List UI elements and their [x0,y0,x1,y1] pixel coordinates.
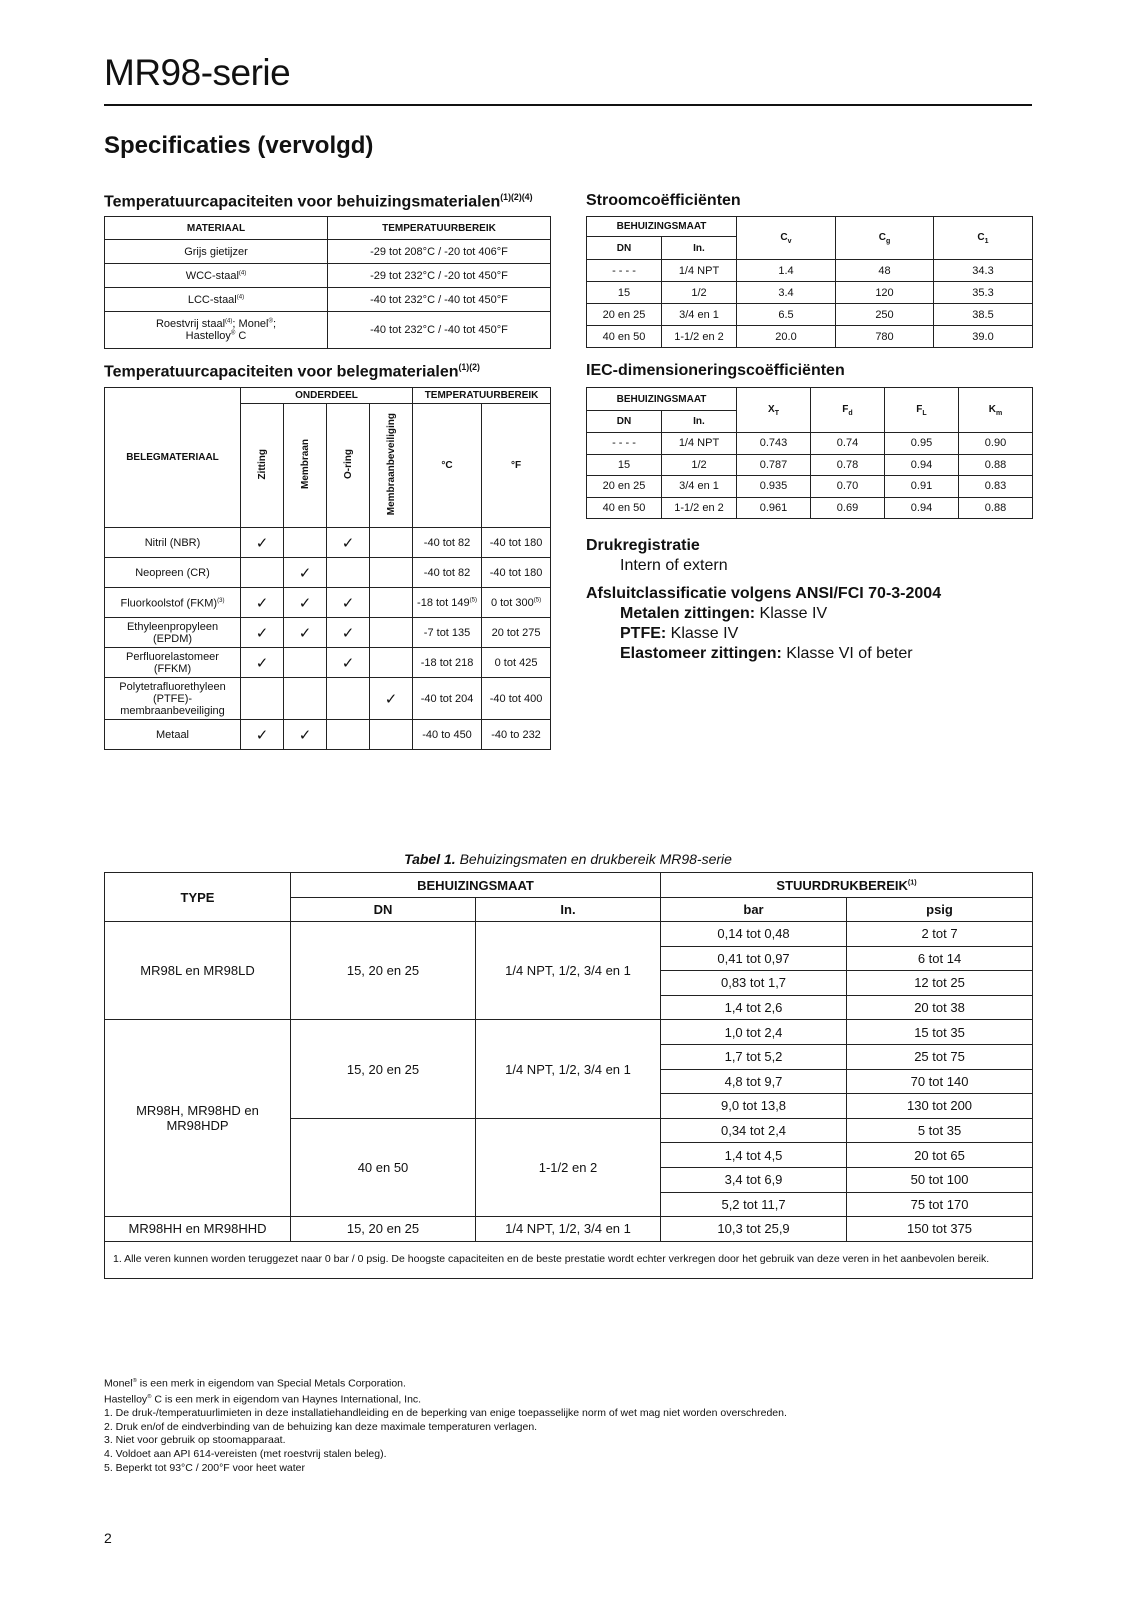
cell-psig: 15 tot 35 [847,1020,1033,1045]
check-icon: ✓ [298,624,312,642]
cell-bar: 1,4 tot 4,5 [661,1143,847,1168]
col-header-diaphragm: Membraan [284,404,327,528]
table-row [105,528,551,558]
table-cell: 0.743 [737,433,811,455]
cell-bar: 0,14 tot 0,48 [661,922,847,947]
cell-psig: 130 tot 200 [847,1094,1033,1119]
flow-coef-table [586,216,1033,348]
cell-psig: 20 tot 65 [847,1143,1033,1168]
table-row [587,497,1033,519]
cell-trim-material: Ethyleenpropyleen (EPDM) [105,618,241,648]
table-cell: 20.0 [737,326,836,348]
cell-check [370,588,413,618]
shutoff-item: Metalen zittingen: Klasse IV [620,605,828,622]
table-cell: 1-1/2 en 2 [662,326,737,348]
table-cell: 120 [836,282,934,304]
iec-coef-table [586,387,1033,519]
check-icon: ✓ [341,594,355,612]
shutoff-classification [586,584,941,664]
table-row [105,1020,1033,1045]
table1-caption: Tabel 1. Behuizingsmaten en drukbereik MR98-serie [404,851,732,867]
cell-dn: 15, 20 en 25 [291,922,476,1020]
col-header-type: TYPE [105,873,291,922]
col-header-dn: DN [587,237,662,260]
table-cell: 1/4 NPT [662,260,737,282]
table-cell: 40 en 50 [587,497,662,519]
check-icon: ✓ [255,624,269,642]
table-cell: 35.3 [934,282,1033,304]
col-header-in: In. [476,898,661,922]
table-cell: 6.5 [737,304,836,326]
col-header-bar: bar [661,898,847,922]
trim-temp-title: Temperatuurcapaciteiten voor belegmaterialen$^{(1)(2)}$ [104,362,480,381]
table-row [105,588,551,618]
cell-dn: 40 en 50 [291,1118,476,1216]
cell-range: -40 tot 232°C / -40 tot 450°F [328,288,551,312]
table-cell: 3/4 en 1 [662,304,737,326]
col-header-fahrenheit: °F [482,404,551,528]
col-header-km: $K_m$ [959,388,1033,433]
col-header-part: ONDERDEEL [241,388,413,404]
table-row [587,260,1033,282]
col-header-temp-range: TEMPERATUURBEREIK [328,217,551,240]
cell-fahrenheit: 20 tot 275 [482,618,551,648]
col-header-body-size: BEHUIZINGSMAAT [587,217,737,237]
cell-trim-material: Fluorkoolstof (FKM)$^{(3)}$ [105,588,241,618]
cell-dn: 15, 20 en 25 [291,1020,476,1118]
col-header-celsius: °C [413,404,482,528]
cell-bar: 1,7 tot 5,2 [661,1044,847,1069]
cell-bar: 1,4 tot 2,6 [661,995,847,1020]
col-header-xt: $X_T$ [737,388,811,433]
cell-psig: 25 tot 75 [847,1044,1033,1069]
cell-celsius: -18 tot 218 [413,648,482,678]
cell-trim-material: Perfluorelastomeer (FFKM) [105,648,241,678]
page-header [104,52,1032,106]
table-cell: 20 en 25 [587,476,662,498]
table-row [105,720,551,750]
table-cell: 0.83 [959,476,1033,498]
cell-check [370,618,413,648]
pressure-registration-value: Intern of extern [620,557,728,574]
cell-psig: 2 tot 7 [847,922,1033,947]
table-cell: 0.94 [885,497,959,519]
cell-fahrenheit: -40 tot 180 [482,528,551,558]
table-row [105,264,551,288]
pressure-registration-title: Drukregistratie [586,537,700,554]
cell-celsius: -7 tot 135 [413,618,482,648]
pressure-registration [586,536,728,576]
check-icon: ✓ [255,654,269,672]
table-cell: 3/4 en 1 [662,476,737,498]
housing-temp-table [104,216,551,349]
cell-bar: 0,83 tot 1,7 [661,971,847,996]
cell-range: -40 tot 232°C / -40 tot 450°F [328,312,551,349]
cell-trim-material: Metaal [105,720,241,750]
cell-fahrenheit: -40 to 232 [482,720,551,750]
cell-in: 1/4 NPT, 1/2, 3/4 en 1 [476,1020,661,1118]
cell-psig: 5 tot 35 [847,1118,1033,1143]
note-item: 1. De druk-/temperatuurlimieten in deze installatiehandleiding en de beperking van enige toepasselijke norm of wet mag niet worden overschreden. [104,1407,787,1420]
col-header-fl: $F_L$ [885,388,959,433]
table-cell: 38.5 [934,304,1033,326]
cell-fahrenheit: 0 tot 300$^{(5)}$ [482,588,551,618]
table-row [105,240,551,264]
col-header-cg: $C_g$ [836,217,934,260]
cell-psig: 75 tot 170 [847,1192,1033,1217]
table-row [105,678,551,720]
table-cell: 40 en 50 [587,326,662,348]
table-cell: 0.88 [959,497,1033,519]
cell-check [327,618,370,648]
table-cell: 15 [587,282,662,304]
col-header-body-size: BEHUIZINGSMAAT [587,388,737,411]
cell-check [284,678,327,720]
cell-check [370,678,413,720]
cell-material: LCC-staal$^{(4)}$ [105,288,328,312]
cell-range: -29 tot 232°C / -20 tot 450°F [328,264,551,288]
cell-psig: 20 tot 38 [847,995,1033,1020]
col-header-material: MATERIAAL [105,217,328,240]
table-row [105,618,551,648]
page-title: MR98-serie [104,52,291,93]
cell-check [327,678,370,720]
note-item: 5. Beperkt tot 93°C / 200°F voor heet water [104,1461,306,1474]
cell-psig: 6 tot 14 [847,946,1033,971]
table-cell: 0.95 [885,433,959,455]
cell-celsius: -40 tot 82 [413,528,482,558]
shutoff-item: PTFE: Klasse IV [620,625,739,642]
col-header-temp-range: TEMPERATUURBEREIK [413,388,551,404]
check-icon: ✓ [255,534,269,552]
col-header-fd: $F_d$ [811,388,885,433]
check-icon: ✓ [255,726,269,744]
check-icon: ✓ [298,564,312,582]
cell-check [327,588,370,618]
cell-in: 1-1/2 en 2 [476,1118,661,1216]
check-icon: ✓ [384,690,398,708]
check-icon: ✓ [298,594,312,612]
table-row [105,288,551,312]
table-row [587,282,1033,304]
cell-check [327,648,370,678]
table1 [104,872,1033,1279]
table-cell: 0.88 [959,454,1033,476]
cell-in: 1/4 NPT, 1/2, 3/4 en 1 [476,1217,661,1242]
cell-check [241,528,284,558]
cell-celsius: -40 tot 82 [413,558,482,588]
table-row [587,454,1033,476]
check-icon: ✓ [298,726,312,744]
col-header-cv: $C_v$ [737,217,836,260]
cell-check [327,528,370,558]
cell-celsius: -40 tot 204 [413,678,482,720]
table-cell: 0.70 [811,476,885,498]
note-hastelloy: Hastelloy® C is een merk in eigendom van Haynes International, Inc. [104,1393,422,1406]
table-row [105,1217,1033,1242]
cell-bar: 3,4 tot 6,9 [661,1167,847,1192]
col-header-in: In. [662,411,737,433]
cell-bar: 0,34 tot 2,4 [661,1118,847,1143]
cell-dn: 15, 20 en 25 [291,1217,476,1242]
table-row [587,433,1033,455]
note-item: 4. Voldoet aan API 614-vereisten (met roestvrij stalen beleg). [104,1447,387,1460]
col-header-body-size: BEHUIZINGSMAAT [291,873,661,898]
col-header-dn: DN [291,898,476,922]
table-cell: - - - - [587,260,662,282]
col-header-in: In. [662,237,737,260]
note-item: 3. Niet voor gebruik op stoomapparaat. [104,1434,286,1447]
table-cell: - - - - [587,433,662,455]
cell-check [284,588,327,618]
table-row [105,312,551,349]
cell-check [370,558,413,588]
cell-type: MR98L en MR98LD [105,922,291,1020]
trim-temp-table [104,387,551,750]
cell-material: Roestvrij staal$^{(4)}$; Monel®; Hastelloy® C [105,312,328,349]
table-row [587,326,1033,348]
col-header-o-ring: O-ring [327,404,370,528]
shutoff-item: Elastomeer zittingen: Klasse VI of beter [620,645,913,662]
table-cell: 0.91 [885,476,959,498]
cell-trim-material: Neopreen (CR) [105,558,241,588]
cell-bar: 4,8 tot 9,7 [661,1069,847,1094]
cell-fahrenheit: 0 tot 425 [482,648,551,678]
table-cell: 1/2 [662,454,737,476]
cell-in: 1/4 NPT, 1/2, 3/4 en 1 [476,922,661,1020]
table-row [587,304,1033,326]
cell-psig: 12 tot 25 [847,971,1033,996]
table-cell: 0.961 [737,497,811,519]
table-cell: 20 en 25 [587,304,662,326]
cell-check [284,720,327,750]
table-cell: 39.0 [934,326,1033,348]
cell-bar: 10,3 tot 25,9 [661,1217,847,1242]
cell-check [241,678,284,720]
table-cell: 0.935 [737,476,811,498]
cell-bar: 5,2 tot 11,7 [661,1192,847,1217]
check-icon: ✓ [255,594,269,612]
table-cell: 780 [836,326,934,348]
cell-type: MR98HH en MR98HHD [105,1217,291,1242]
table-row [105,648,551,678]
table-cell: 0.787 [737,454,811,476]
col-header-control-range: STUURDRUKBEREIK$^{(1)}$ [661,873,1033,898]
cell-trim-material: Nitril (NBR) [105,528,241,558]
table-cell: 1/2 [662,282,737,304]
table1-footnote: 1. Alle veren kunnen worden teruggezet naar 0 bar / 0 psig. De hoogste capaciteiten en de beste prestatie wordt echter verkregen door het gebruik van deze veren in het aanbevolen bereik. [105,1241,1033,1278]
table-cell: 0.69 [811,497,885,519]
housing-temp-title: Temperatuurcapaciteiten voor behuizingsmaterialen$^{(1)(2)(4)}$ [104,192,533,211]
cell-check [284,528,327,558]
cell-material: Grijs gietijzer [105,240,328,264]
table-cell: 15 [587,454,662,476]
cell-check [370,648,413,678]
cell-check [241,558,284,588]
check-icon: ✓ [341,624,355,642]
cell-range: -29 tot 208°C / -20 tot 406°F [328,240,551,264]
table-cell: 0.94 [885,454,959,476]
col-header-seat: Zitting [241,404,284,528]
cell-celsius: -18 tot 149$^{(5)}$ [413,588,482,618]
cell-fahrenheit: -40 tot 400 [482,678,551,720]
cell-check [284,558,327,588]
cell-check [241,720,284,750]
table-cell: 250 [836,304,934,326]
cell-fahrenheit: -40 tot 180 [482,558,551,588]
table-row [105,922,1033,947]
col-header-trim-material: BELEGMATERIAAL [105,388,241,528]
col-header-c1: $C_1$ [934,217,1033,260]
table-cell: 48 [836,260,934,282]
cell-check [284,618,327,648]
check-icon: ✓ [341,654,355,672]
check-icon: ✓ [341,534,355,552]
col-header-psig: psig [847,898,1033,922]
table-row [105,558,551,588]
note-monel: Monel® is een merk in eigendom van Special Metals Corporation. [104,1377,406,1390]
table-cell: 3.4 [737,282,836,304]
note-item: 2. Druk en/of de eindverbinding van de behuizing kan deze maximale temperaturen verlagen. [104,1420,538,1433]
flow-coef-title: Stroomcoëfficiënten [586,192,741,209]
table-cell: 0.78 [811,454,885,476]
cell-bar: 1,0 tot 2,4 [661,1020,847,1045]
cell-psig: 50 tot 100 [847,1167,1033,1192]
cell-psig: 150 tot 375 [847,1217,1033,1242]
footnotes [104,1375,787,1475]
section-title: Specificaties (vervolgd) [104,132,374,159]
cell-check [370,528,413,558]
cell-check [241,648,284,678]
cell-material: WCC-staal$^{(4)}$ [105,264,328,288]
cell-psig: 70 tot 140 [847,1069,1033,1094]
iec-coef-title: IEC-dimensioneringscoëfficiënten [586,362,845,379]
table-cell: 0.90 [959,433,1033,455]
table-cell: 0.74 [811,433,885,455]
cell-check [327,558,370,588]
cell-check [284,648,327,678]
cell-celsius: -40 to 450 [413,720,482,750]
cell-check [327,720,370,750]
cell-bar: 0,41 tot 0,97 [661,946,847,971]
table-cell: 34.3 [934,260,1033,282]
cell-type: MR98H, MR98HD en MR98HDP [105,1020,291,1217]
table-cell: 1/4 NPT [662,433,737,455]
cell-check [370,720,413,750]
table-cell: 1.4 [737,260,836,282]
col-header-diaphragm-protector: Membraanbeveiliging [370,404,413,528]
col-header-dn: DN [587,411,662,433]
cell-check [241,588,284,618]
cell-trim-material: Polytetrafluorethyleen (PTFE)-membraanbeveiliging [105,678,241,720]
cell-check [241,618,284,648]
cell-bar: 9,0 tot 13,8 [661,1094,847,1119]
shutoff-title: Afsluitclassificatie volgens ANSI/FCI 70-3-2004 [586,585,942,602]
table-row [587,476,1033,498]
table-cell: 1-1/2 en 2 [662,497,737,519]
page-number: 2 [104,1530,112,1546]
